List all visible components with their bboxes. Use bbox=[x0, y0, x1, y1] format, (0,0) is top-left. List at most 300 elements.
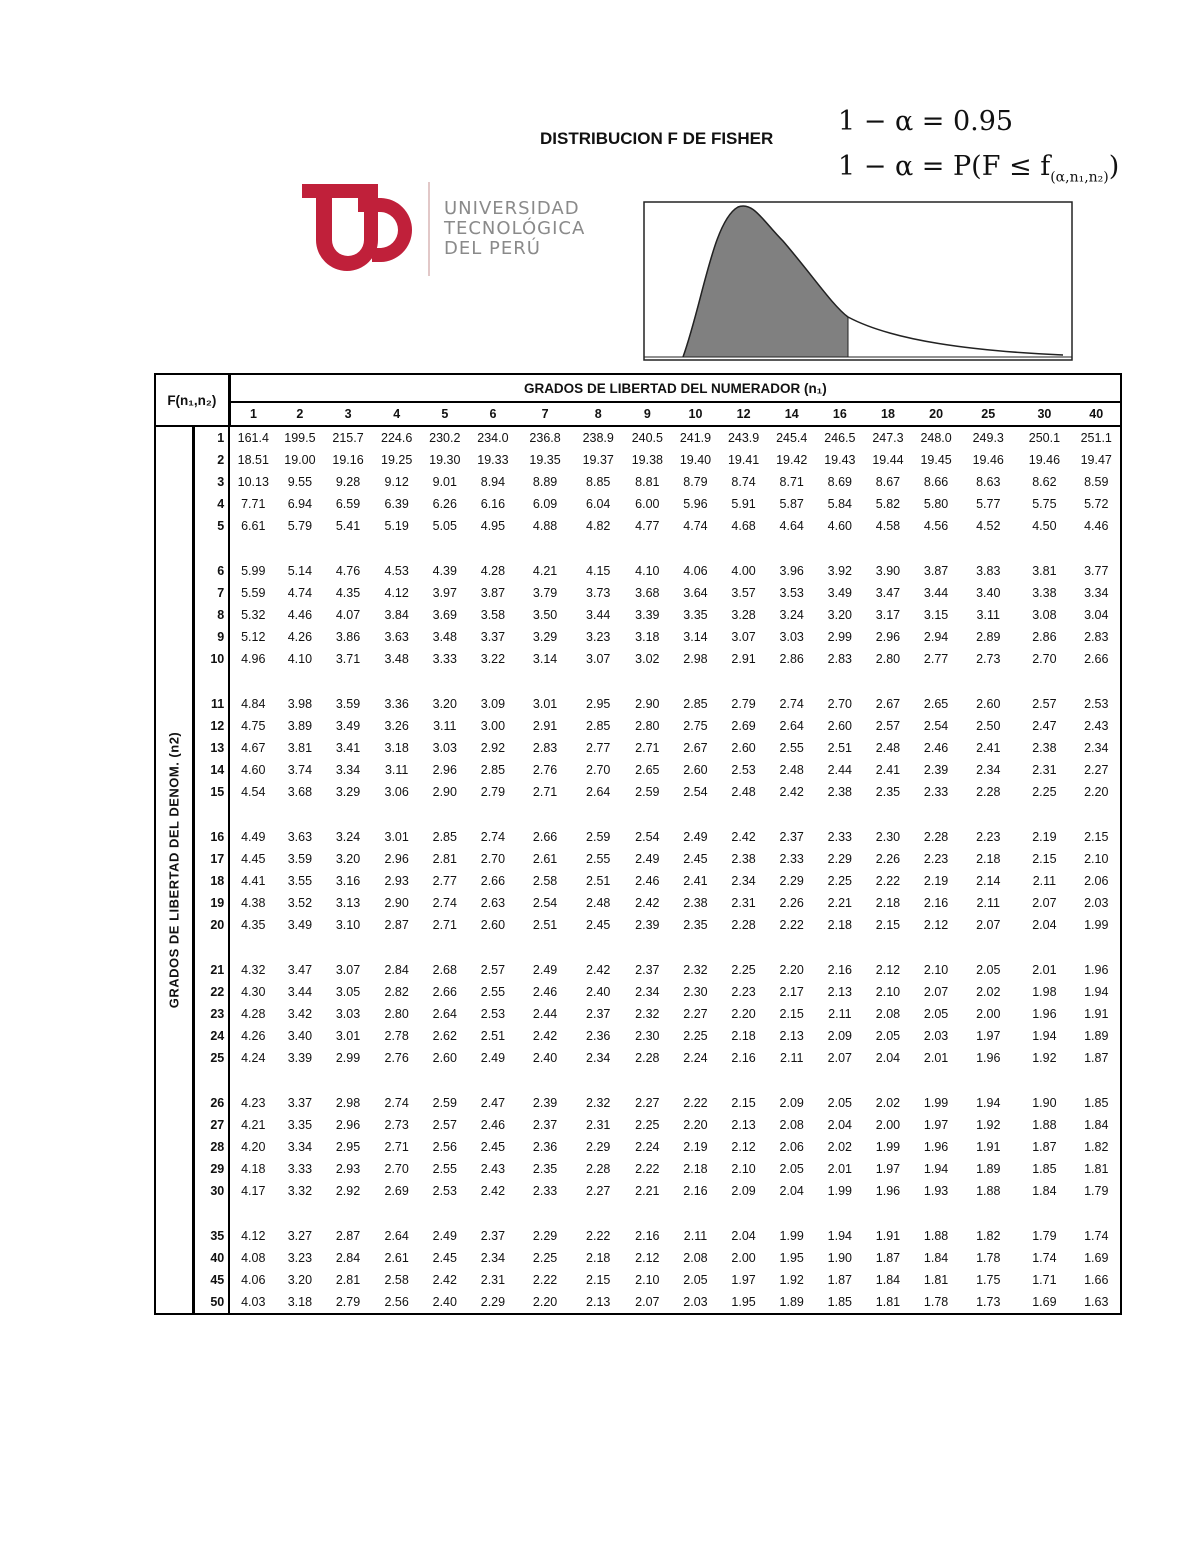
table-cell: 3.68 bbox=[287, 785, 313, 799]
row-header-n2: 19 bbox=[193, 892, 229, 914]
table-cell: 2.81 bbox=[432, 852, 457, 866]
row-header-n2: 24 bbox=[193, 1025, 229, 1047]
table-cell: 4.06 bbox=[683, 564, 708, 578]
table-cell: 2.38 bbox=[683, 896, 708, 910]
table-cell: 249.3 bbox=[972, 431, 1004, 445]
table-cell: 2.35 bbox=[875, 785, 901, 799]
table-cell: 2.64 bbox=[586, 785, 611, 799]
table-cell: 1.71 bbox=[1032, 1273, 1057, 1287]
table-cell: 2.49 bbox=[480, 1051, 506, 1065]
table-cell: 9.12 bbox=[384, 475, 409, 489]
table-cell: 2.19 bbox=[923, 874, 949, 888]
table-cell: 2.45 bbox=[586, 918, 611, 932]
table-cell: 1.78 bbox=[976, 1251, 1001, 1265]
table-cell: 3.71 bbox=[335, 652, 361, 666]
table-cell: 3.20 bbox=[335, 852, 361, 866]
table-cell: 3.18 bbox=[635, 630, 660, 644]
table-cell: 3.01 bbox=[335, 1029, 361, 1043]
col-header: 25 bbox=[960, 402, 1016, 426]
row-header-n2: 21 bbox=[193, 959, 229, 981]
row-header-n2: 35 bbox=[193, 1225, 229, 1247]
table-cell: 246.5 bbox=[824, 431, 856, 445]
table-cell: 3.03 bbox=[335, 1007, 361, 1021]
table-cell: 1.78 bbox=[912, 1291, 960, 1314]
row-header-n2: 18 bbox=[193, 870, 229, 892]
table-cell: 2.07 bbox=[623, 1291, 671, 1314]
table-cell: 2.93 bbox=[384, 874, 409, 888]
table-cell: 2.02 bbox=[976, 985, 1001, 999]
table-cell: 2.55 bbox=[432, 1162, 457, 1176]
table-cell: 3.33 bbox=[432, 652, 457, 666]
table-cell: 2.39 bbox=[635, 918, 660, 932]
table-cell: 2.37 bbox=[480, 1229, 506, 1243]
table-row bbox=[155, 1092, 1121, 1114]
table-cell: 2.49 bbox=[532, 963, 558, 977]
table-cell: 2.01 bbox=[827, 1162, 853, 1176]
table-cell: 1.89 bbox=[768, 1291, 816, 1314]
table-cell: 2.33 bbox=[779, 852, 804, 866]
table-cell: 2.74 bbox=[480, 830, 506, 844]
table-cell: 4.67 bbox=[241, 741, 266, 755]
table-cell: 2.47 bbox=[1032, 719, 1057, 733]
table-cell: 2.25 bbox=[683, 1029, 708, 1043]
table-cell: 2.24 bbox=[683, 1051, 708, 1065]
table-cell: 3.79 bbox=[532, 586, 558, 600]
denominator-title-cell bbox=[155, 426, 193, 1314]
table-cell: 4.38 bbox=[241, 896, 266, 910]
table-cell: 3.18 bbox=[384, 741, 409, 755]
table-cell: 2.60 bbox=[731, 741, 756, 755]
table-cell: 3.23 bbox=[586, 630, 611, 644]
table-cell: 2.91 bbox=[731, 652, 756, 666]
table-cell: 3.10 bbox=[335, 918, 361, 932]
table-row bbox=[155, 582, 1121, 604]
table-cell: 2.49 bbox=[635, 852, 660, 866]
table-cell: 1.85 bbox=[1032, 1162, 1057, 1176]
table-cell: 2.42 bbox=[532, 1029, 558, 1043]
table-cell: 3.34 bbox=[335, 763, 361, 777]
table-cell: 2.16 bbox=[635, 1229, 660, 1243]
table-row bbox=[155, 1291, 1121, 1314]
table-cell: 2.77 bbox=[586, 741, 611, 755]
table-cell: 5.77 bbox=[976, 497, 1001, 511]
page-title: DISTRIBUCION F DE FISHER bbox=[540, 129, 774, 148]
table-cell: 1.63 bbox=[1072, 1291, 1121, 1314]
table-cell: 3.49 bbox=[827, 586, 853, 600]
table-cell: 2.15 bbox=[1072, 826, 1121, 848]
table-row bbox=[155, 1225, 1121, 1247]
table-cell: 3.73 bbox=[586, 586, 611, 600]
table-cell: 3.20 bbox=[287, 1273, 313, 1287]
table-cell: 5.19 bbox=[384, 519, 409, 533]
table-cell: 240.5 bbox=[631, 431, 663, 445]
table-cell: 234.0 bbox=[477, 431, 509, 445]
table-cell: 2.38 bbox=[1032, 741, 1057, 755]
table-cell: 2.07 bbox=[976, 918, 1001, 932]
table-cell: 1.85 bbox=[1072, 1092, 1121, 1114]
table-cell: 2.92 bbox=[480, 741, 506, 755]
table-cell: 2.46 bbox=[923, 741, 949, 755]
table-cell: 2.41 bbox=[875, 763, 901, 777]
table-cell: 1.94 bbox=[923, 1162, 949, 1176]
table-cell: 2.70 bbox=[827, 697, 853, 711]
table-cell: 19.00 bbox=[284, 453, 316, 467]
table-cell: 2.42 bbox=[635, 896, 660, 910]
table-cell: 1.84 bbox=[1032, 1184, 1057, 1198]
table-cell: 2.02 bbox=[875, 1096, 901, 1110]
table-cell: 2.04 bbox=[827, 1118, 853, 1132]
table-cell: 2.07 bbox=[923, 985, 949, 999]
table-cell: 2.81 bbox=[335, 1273, 361, 1287]
table-cell: 2.90 bbox=[635, 697, 660, 711]
table-cell: 1.87 bbox=[1072, 1047, 1121, 1069]
table-cell: 2.05 bbox=[779, 1162, 804, 1176]
row-header-n2: 15 bbox=[193, 781, 229, 803]
table-cell: 4.06 bbox=[241, 1273, 266, 1287]
table-cell: 2.42 bbox=[432, 1273, 457, 1287]
table-cell: 161.4 bbox=[237, 431, 269, 445]
table-cell: 2.83 bbox=[1072, 626, 1121, 648]
table-cell: 3.90 bbox=[875, 564, 901, 578]
row-header-n2: 1 bbox=[193, 426, 229, 449]
table-cell: 2.34 bbox=[480, 1251, 506, 1265]
table-row bbox=[155, 648, 1121, 670]
table-cell: 2.03 bbox=[923, 1029, 949, 1043]
table-cell: 3.17 bbox=[875, 608, 901, 622]
table-cell: 2.59 bbox=[432, 1096, 457, 1110]
table-cell: 2.60 bbox=[976, 697, 1001, 711]
table-cell: 2.00 bbox=[731, 1251, 756, 1265]
table-cell: 2.34 bbox=[976, 763, 1001, 777]
table-cell: 2.83 bbox=[827, 652, 853, 666]
table-cell: 3.35 bbox=[683, 608, 708, 622]
table-cell: 2.61 bbox=[532, 852, 558, 866]
table-cell: 2.37 bbox=[586, 1007, 611, 1021]
table-cell: 4.32 bbox=[241, 963, 266, 977]
table-cell: 4.64 bbox=[779, 519, 804, 533]
col-header: 5 bbox=[421, 402, 469, 426]
row-header-n2: 12 bbox=[193, 715, 229, 737]
table-cell: 18.51 bbox=[237, 453, 269, 467]
table-cell: 4.17 bbox=[241, 1184, 266, 1198]
table-cell: 2.53 bbox=[432, 1184, 457, 1198]
table-cell: 1.91 bbox=[976, 1140, 1001, 1154]
table-cell: 1.88 bbox=[923, 1229, 949, 1243]
logo-line-1: UNIVERSIDAD bbox=[444, 198, 580, 219]
table-cell: 2.48 bbox=[586, 896, 611, 910]
table-cell: 2.22 bbox=[635, 1162, 660, 1176]
table-cell: 2.09 bbox=[779, 1096, 804, 1110]
table-cell: 2.62 bbox=[432, 1029, 457, 1043]
table-cell: 2.26 bbox=[779, 896, 804, 910]
table-cell: 5.72 bbox=[1072, 493, 1121, 515]
table-cell: 2.25 bbox=[827, 874, 853, 888]
table-cell: 2.32 bbox=[635, 1007, 660, 1021]
table-cell: 2.78 bbox=[384, 1029, 409, 1043]
table-cell: 2.27 bbox=[635, 1096, 660, 1110]
table-cell: 3.14 bbox=[683, 630, 708, 644]
col-header: 16 bbox=[816, 402, 864, 426]
table-cell: 1.69 bbox=[1016, 1291, 1072, 1314]
table-cell: 9.28 bbox=[335, 475, 361, 489]
table-cell: 2.76 bbox=[532, 763, 558, 777]
table-row bbox=[155, 426, 1121, 449]
table-cell: 2.46 bbox=[480, 1118, 506, 1132]
table-cell: 2.10 bbox=[1072, 848, 1121, 870]
table-cell: 6.16 bbox=[480, 497, 506, 511]
table-cell: 4.26 bbox=[287, 630, 313, 644]
row-header-n2: 45 bbox=[193, 1269, 229, 1291]
table-cell: 2.15 bbox=[1032, 852, 1057, 866]
table-cell: 3.84 bbox=[384, 608, 409, 622]
table-cell: 8.74 bbox=[731, 475, 756, 489]
table-cell: 2.15 bbox=[731, 1096, 756, 1110]
table-cell: 1.92 bbox=[976, 1118, 1001, 1132]
table-cell: 2.25 bbox=[635, 1118, 660, 1132]
table-cell: 2.67 bbox=[875, 697, 901, 711]
table-cell: 4.12 bbox=[384, 586, 409, 600]
row-header-n2: 25 bbox=[193, 1047, 229, 1069]
table-cell: 2.85 bbox=[586, 719, 611, 733]
table-cell: 1.87 bbox=[875, 1251, 901, 1265]
table-cell: 1.92 bbox=[779, 1273, 804, 1287]
table-cell: 2.31 bbox=[1032, 763, 1057, 777]
table-cell: 3.53 bbox=[779, 586, 804, 600]
table-cell: 8.85 bbox=[586, 475, 611, 489]
table-cell: 1.88 bbox=[1032, 1118, 1057, 1132]
table-cell: 2.80 bbox=[635, 719, 660, 733]
table-cell: 2.55 bbox=[586, 852, 611, 866]
table-cell: 2.19 bbox=[683, 1140, 708, 1154]
table-cell: 2.31 bbox=[480, 1273, 506, 1287]
table-cell: 2.33 bbox=[923, 785, 949, 799]
col-header: 40 bbox=[1072, 402, 1121, 426]
table-cell: 2.51 bbox=[532, 918, 558, 932]
table-cell: 1.96 bbox=[976, 1051, 1001, 1065]
table-cell: 1.97 bbox=[976, 1029, 1001, 1043]
table-cell: 8.62 bbox=[1032, 475, 1057, 489]
table-cell: 238.9 bbox=[582, 431, 614, 445]
table-cell: 4.76 bbox=[335, 564, 361, 578]
table-cell: 1.98 bbox=[1032, 985, 1057, 999]
table-cell: 3.68 bbox=[635, 586, 660, 600]
table-cell: 1.82 bbox=[1072, 1136, 1121, 1158]
table-cell: 1.94 bbox=[827, 1229, 853, 1243]
row-header-n2: 20 bbox=[193, 914, 229, 936]
table-cell: 2.76 bbox=[384, 1051, 409, 1065]
table-cell: 3.87 bbox=[923, 564, 949, 578]
table-cell: 4.52 bbox=[976, 519, 1001, 533]
table-cell: 2.74 bbox=[432, 896, 457, 910]
table-cell: 2.99 bbox=[827, 630, 853, 644]
table-cell: 2.04 bbox=[779, 1184, 804, 1198]
table-cell: 4.74 bbox=[287, 586, 313, 600]
table-cell: 6.61 bbox=[241, 519, 266, 533]
table-row bbox=[155, 493, 1121, 515]
table-cell: 2.05 bbox=[976, 963, 1001, 977]
table-cell: 4.12 bbox=[241, 1229, 266, 1243]
table-cell: 2.53 bbox=[480, 1007, 506, 1021]
logo-line-3: DEL PERÚ bbox=[444, 238, 541, 259]
table-cell: 6.09 bbox=[532, 497, 558, 511]
table-cell: 3.20 bbox=[432, 697, 457, 711]
logo-line-2: TECNOLÓGICA bbox=[444, 218, 586, 239]
table-cell: 19.37 bbox=[582, 453, 614, 467]
table-cell: 2.85 bbox=[432, 830, 457, 844]
table-cell: 2.40 bbox=[421, 1291, 469, 1314]
table-cell: 5.84 bbox=[827, 497, 853, 511]
table-cell: 3.37 bbox=[480, 630, 506, 644]
row-header-n2: 10 bbox=[193, 648, 229, 670]
table-cell: 3.86 bbox=[335, 630, 361, 644]
table-cell: 2.18 bbox=[875, 896, 901, 910]
table-cell: 4.88 bbox=[532, 519, 558, 533]
table-cell: 1.89 bbox=[976, 1162, 1001, 1176]
table-cell: 2.27 bbox=[586, 1184, 611, 1198]
table-cell: 241.9 bbox=[679, 431, 712, 445]
table-cell: 2.87 bbox=[335, 1229, 361, 1243]
table-cell: 5.41 bbox=[335, 519, 361, 533]
table-cell: 1.85 bbox=[816, 1291, 864, 1314]
table-cell: 2.22 bbox=[683, 1096, 708, 1110]
table-cell: 2.27 bbox=[683, 1007, 708, 1021]
table-cell: 2.18 bbox=[683, 1162, 708, 1176]
table-cell: 3.20 bbox=[827, 608, 853, 622]
table-cell: 3.64 bbox=[683, 586, 708, 600]
table-cell: 19.35 bbox=[529, 453, 561, 467]
table-cell: 2.16 bbox=[827, 963, 853, 977]
table-cell: 3.49 bbox=[287, 918, 313, 932]
table-cell: 2.70 bbox=[480, 852, 506, 866]
table-cell: 2.42 bbox=[586, 963, 611, 977]
table-cell: 9.55 bbox=[287, 475, 313, 489]
table-cell: 2.65 bbox=[923, 697, 949, 711]
table-cell: 1.96 bbox=[875, 1184, 901, 1198]
table-cell: 2.64 bbox=[779, 719, 804, 733]
table-cell: 1.90 bbox=[1032, 1096, 1057, 1110]
table-cell: 3.32 bbox=[287, 1184, 313, 1198]
table-cell: 1.81 bbox=[923, 1273, 949, 1287]
table-cell: 1.75 bbox=[976, 1273, 1001, 1287]
table-cell: 2.30 bbox=[635, 1029, 660, 1043]
table-cell: 2.39 bbox=[923, 763, 949, 777]
table-cell: 2.92 bbox=[335, 1184, 361, 1198]
table-cell: 3.96 bbox=[779, 564, 804, 578]
table-cell: 2.38 bbox=[827, 785, 853, 799]
table-cell: 1.74 bbox=[1032, 1251, 1057, 1265]
table-cell: 19.46 bbox=[1028, 453, 1061, 467]
f-distribution-curve bbox=[643, 201, 1073, 361]
table-cell: 4.50 bbox=[1032, 519, 1057, 533]
table-cell: 2.90 bbox=[384, 896, 409, 910]
row-header-n2: 8 bbox=[193, 604, 229, 626]
table-cell: 2.11 bbox=[1032, 874, 1057, 888]
col-header: 6 bbox=[469, 402, 517, 426]
table-cell: 1.79 bbox=[1072, 1180, 1121, 1202]
table-cell: 1.66 bbox=[1072, 1269, 1121, 1291]
table-cell: 6.59 bbox=[335, 497, 361, 511]
table-cell: 1.74 bbox=[1072, 1225, 1121, 1247]
table-cell: 2.32 bbox=[586, 1096, 611, 1110]
table-cell: 2.45 bbox=[432, 1251, 457, 1265]
table-cell: 2.28 bbox=[923, 830, 949, 844]
table-cell: 8.89 bbox=[532, 475, 558, 489]
table-cell: 2.05 bbox=[827, 1096, 853, 1110]
table-cell: 4.53 bbox=[384, 564, 409, 578]
table-row bbox=[155, 515, 1121, 537]
table-cell: 2.95 bbox=[335, 1140, 361, 1154]
table-cell: 2.41 bbox=[976, 741, 1001, 755]
table-cell: 2.16 bbox=[923, 896, 949, 910]
table-row bbox=[155, 892, 1121, 914]
table-cell: 5.05 bbox=[432, 519, 457, 533]
table-cell: 3.24 bbox=[779, 608, 804, 622]
table-cell: 1.99 bbox=[875, 1140, 901, 1154]
table-cell: 1.88 bbox=[976, 1184, 1001, 1198]
table-cell: 2.29 bbox=[779, 874, 804, 888]
table-cell: 2.60 bbox=[480, 918, 506, 932]
col-header: 12 bbox=[720, 402, 768, 426]
row-header-n2: 4 bbox=[193, 493, 229, 515]
table-cell: 3.18 bbox=[276, 1291, 323, 1314]
table-cell: 2.18 bbox=[827, 918, 853, 932]
table-cell: 4.45 bbox=[241, 852, 266, 866]
table-cell: 1.73 bbox=[960, 1291, 1016, 1314]
formula-subscript: (α,n₁,n₂) bbox=[1050, 169, 1109, 186]
table-cell: 2.05 bbox=[875, 1029, 901, 1043]
table-cell: 2.60 bbox=[827, 719, 853, 733]
table-cell: 3.38 bbox=[1032, 586, 1057, 600]
table-cell: 2.29 bbox=[827, 852, 853, 866]
table-cell: 5.32 bbox=[241, 608, 266, 622]
table-cell: 2.37 bbox=[532, 1118, 558, 1132]
table-cell: 4.30 bbox=[241, 985, 266, 999]
table-cell: 2.99 bbox=[335, 1051, 361, 1065]
table-cell: 3.74 bbox=[287, 763, 313, 777]
table-cell: 2.15 bbox=[875, 918, 901, 932]
table-cell: 3.02 bbox=[635, 652, 660, 666]
col-header: 8 bbox=[573, 402, 623, 426]
table-cell: 2.28 bbox=[976, 785, 1001, 799]
table-cell: 3.34 bbox=[1072, 582, 1121, 604]
table-cell: 2.04 bbox=[731, 1229, 756, 1243]
table-cell: 4.95 bbox=[480, 519, 506, 533]
table-cell: 2.54 bbox=[683, 785, 708, 799]
table-cell: 2.04 bbox=[1032, 918, 1057, 932]
table-row bbox=[155, 1158, 1121, 1180]
table-cell: 1.84 bbox=[875, 1273, 901, 1287]
table-cell: 2.79 bbox=[323, 1291, 372, 1314]
table-cell: 2.46 bbox=[635, 874, 660, 888]
table-cell: 2.23 bbox=[976, 830, 1001, 844]
table-cell: 2.14 bbox=[976, 874, 1001, 888]
table-cell: 2.48 bbox=[779, 763, 804, 777]
table-cell: 3.34 bbox=[287, 1140, 313, 1154]
table-cell: 2.30 bbox=[875, 830, 901, 844]
table-cell: 3.52 bbox=[287, 896, 313, 910]
table-cell: 2.59 bbox=[586, 830, 611, 844]
table-cell: 3.03 bbox=[779, 630, 804, 644]
table-cell: 2.98 bbox=[683, 652, 708, 666]
table-cell: 7.71 bbox=[241, 497, 266, 511]
table-cell: 2.43 bbox=[480, 1162, 506, 1176]
table-cell: 5.12 bbox=[241, 630, 266, 644]
table-cell: 3.83 bbox=[976, 564, 1001, 578]
table-cell: 2.56 bbox=[373, 1291, 421, 1314]
table-cell: 1.95 bbox=[720, 1291, 768, 1314]
table-cell: 2.10 bbox=[635, 1273, 660, 1287]
table-cell: 3.37 bbox=[287, 1096, 313, 1110]
